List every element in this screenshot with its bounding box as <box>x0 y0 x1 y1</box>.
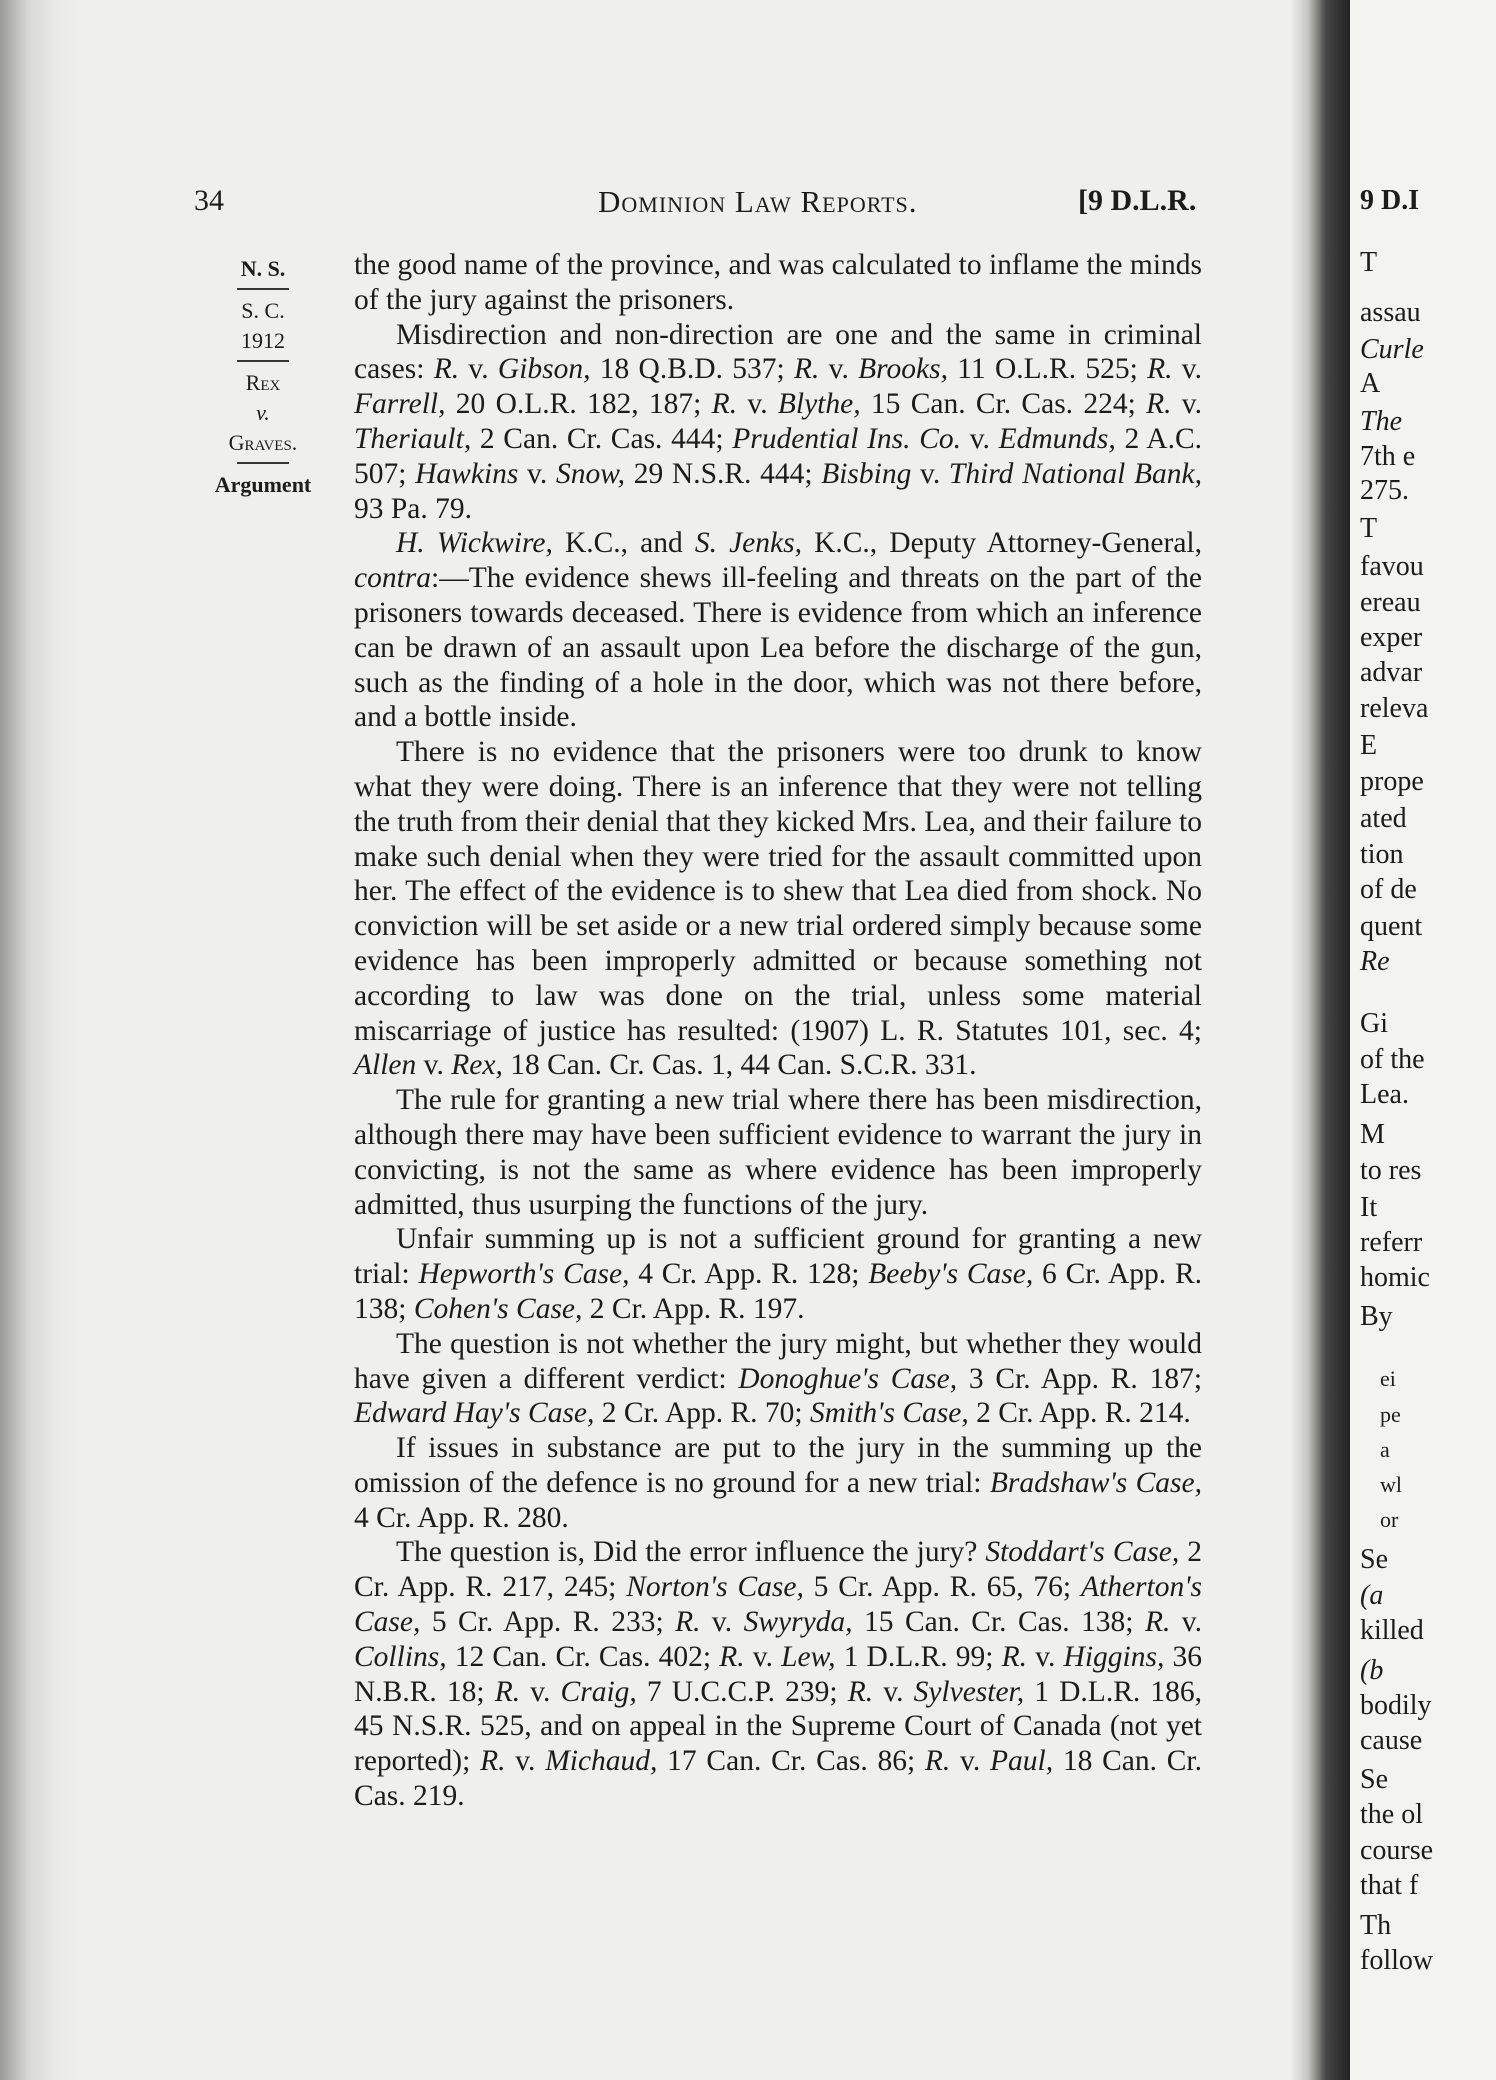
body-paragraph <box>354 248 1202 318</box>
sidenote-rule <box>237 360 289 362</box>
facing-page-line: Se <box>1360 1764 1388 1795</box>
italic-run: Atherton's Case, <box>354 1571 1203 1639</box>
italic-run: contra <box>354 562 432 595</box>
italic-run: Hepworth's Case, <box>418 1258 630 1291</box>
year-label: 1912 <box>241 328 285 353</box>
facing-page-line: ated <box>1360 803 1407 834</box>
text-run: 1 D.L.R. 99; <box>835 1640 1002 1673</box>
italic-run: Farrell, <box>354 388 446 421</box>
facing-page-line: advar <box>1360 657 1423 688</box>
facing-page-line: cause <box>1360 1725 1423 1756</box>
text-run: v. <box>505 1745 546 1778</box>
text-run: 2 Cr. App. R. 197. <box>582 1292 805 1325</box>
facing-page-line: referr <box>1360 1227 1423 1258</box>
body-text <box>354 248 1202 1814</box>
text-run: v. <box>1170 1606 1202 1639</box>
text-run: v. <box>873 1675 914 1708</box>
italic-run: Collins, <box>354 1640 447 1673</box>
italic-run: Edmunds, <box>998 422 1116 455</box>
text-run: 93 Pa. 79. <box>354 492 472 525</box>
italic-run: Bradshaw's Case, <box>989 1466 1203 1499</box>
italic-run: Smith's Case, <box>809 1397 969 1430</box>
facing-page-line: favou <box>1360 551 1424 582</box>
facing-page-line: Th <box>1360 1910 1392 1941</box>
text-run: 20 O.L.R. 182, 187; <box>445 388 712 421</box>
italic-run: Stoddart's Case, <box>985 1536 1180 1569</box>
body-paragraph <box>354 1222 1202 1326</box>
party-two: Graves. <box>228 430 298 455</box>
facing-page-line: 7th e <box>1360 441 1416 472</box>
facing-page-line: 275. <box>1360 475 1409 506</box>
text-run: v. <box>1172 353 1202 386</box>
text-run: v. <box>737 388 778 421</box>
facing-page-line: course <box>1360 1835 1434 1866</box>
facing-page-line: T <box>1360 247 1378 278</box>
facing-page-line: releva <box>1360 693 1429 724</box>
facing-page-line: wl <box>1380 1472 1402 1497</box>
italic-run: Sylvester, <box>913 1675 1025 1708</box>
facing-page-line: Gi <box>1360 1008 1388 1039</box>
facing-page-line: By <box>1360 1301 1393 1332</box>
italic-run: R. <box>924 1745 951 1778</box>
book-gutter <box>1290 0 1350 2080</box>
italic-run: Allen <box>354 1049 417 1082</box>
text-run: v. <box>961 422 999 455</box>
text-run: 11 O.L.R. 525; <box>948 353 1148 386</box>
facing-page-fragment <box>1350 0 1496 2080</box>
text-run: v. <box>459 353 498 386</box>
running-title: Dominion Law Reports. <box>598 184 918 219</box>
italic-run: R. <box>494 1675 521 1708</box>
facing-page-line: homic <box>1360 1262 1430 1293</box>
facing-page-line: exper <box>1360 622 1423 653</box>
facing-page-line: tion <box>1360 839 1404 870</box>
text-run: v. <box>744 1640 782 1673</box>
text-run: The question is not whether the jury might, but whether they would have given a different verdict: <box>354 1327 1202 1395</box>
italic-run: R. <box>480 1745 506 1778</box>
italic-run: S. Jenks, <box>694 527 802 560</box>
italic-run: Hawkins <box>415 457 519 490</box>
text-run: 5 Cr. App. R. 233; <box>420 1606 676 1639</box>
italic-run: Michaud, <box>545 1745 658 1778</box>
italic-run: Snow, <box>555 457 626 490</box>
facing-page-line: E <box>1360 730 1378 761</box>
facing-page-line: Se <box>1360 1544 1388 1575</box>
jurisdiction-label: N. S. <box>240 256 286 281</box>
text-run: 4 Cr. App. R. 128; <box>629 1258 869 1291</box>
italic-run: Brooks, <box>858 353 948 386</box>
text-run: 5 Cr. App. R. 65, 76; <box>803 1571 1081 1604</box>
italic-run: Norton's Case, <box>626 1571 804 1604</box>
text-run: If issues in substance are put to the jury in the summing up the omission of the defence is no ground for a new trial: <box>354 1432 1202 1499</box>
section-label: Argument <box>214 472 312 497</box>
italic-run: H. Wickwire, <box>396 527 553 560</box>
facing-page-line: quent <box>1360 911 1423 942</box>
italic-run: R. <box>1001 1640 1028 1673</box>
text-run: 15 Can. Cr. Cas. 138; <box>852 1606 1145 1639</box>
facing-page-line: of de <box>1360 874 1417 905</box>
facing-page-line: ereau <box>1360 587 1421 618</box>
text-run: :—The evidence shews ill-feeling and threats on the part of the prisoners towards deceased. There is evidence from which an inference can be drawn of an assault upon Lea before the discharge of the gun, such as the finding of a hole in the door, which was not there before, and a bottle inside. <box>354 562 1202 734</box>
italic-run: Edward Hay's Case, <box>354 1397 595 1430</box>
facing-page-line: bodily <box>1360 1690 1432 1721</box>
text-run: 2 Cr. App. R. 217, 245; <box>354 1536 1203 1604</box>
text-run: v. <box>819 353 859 386</box>
sidenote-rule <box>237 288 289 290</box>
margin-sidenote <box>204 254 322 500</box>
text-run: 2 A.C. 507; <box>354 422 1203 490</box>
text-run: 7 U.C.C.P. 239; <box>636 1675 848 1708</box>
text-run: v. <box>1027 1640 1064 1673</box>
text-run: Unfair summing up is not a sufficient ground for granting a new trial: <box>354 1223 1202 1291</box>
text-run: v. <box>520 1675 561 1708</box>
italic-run: Bisbing <box>821 457 912 490</box>
text-run: 1 D.L.R. 186, 45 N.S.R. 525, and on appeal in the Supreme Court of Canada (not yet reported); <box>354 1675 1202 1778</box>
italic-run: Rex, <box>451 1049 503 1082</box>
text-run: the good name of the province, and was calculated to inflame the minds of the jury against the prisoners. <box>354 249 1202 316</box>
text-run: 4 Cr. App. R. 280. <box>354 1501 569 1534</box>
text-run: 15 Can. Cr. Cas. 224; <box>860 388 1147 421</box>
text-run: K.C., and <box>552 527 695 560</box>
text-run: 2 Can. Cr. Cas. 444; <box>471 422 733 455</box>
body-paragraph <box>354 1431 1202 1535</box>
text-run: 29 N.S.R. 444; <box>625 457 822 490</box>
italic-run: R. <box>793 353 820 386</box>
page-number: 34 <box>194 184 224 217</box>
italic-run: R. <box>1144 1606 1171 1639</box>
italic-run: R. <box>719 1640 745 1673</box>
text-run: 36 N.B.R. 18; <box>354 1640 1203 1708</box>
italic-run: Craig, <box>560 1675 637 1708</box>
italic-run: R. <box>847 1675 874 1708</box>
facing-page-line: prope <box>1360 766 1424 797</box>
facing-page-line: the ol <box>1360 1799 1423 1830</box>
text-run: 17 Can. Cr. Cas. 86; <box>657 1745 925 1778</box>
italic-run: Cohen's Case, <box>413 1292 583 1325</box>
italic-run: Higgins, <box>1063 1640 1165 1673</box>
facing-page-line: (a <box>1360 1580 1384 1611</box>
facing-page-line: of the <box>1360 1044 1425 1075</box>
italic-run: R. <box>1147 353 1173 386</box>
italic-run: Gibson, <box>497 353 591 386</box>
text-run: 2 Cr. App. R. 214. <box>968 1397 1191 1430</box>
text-run: v. <box>518 457 556 490</box>
facing-page-line: follow <box>1360 1945 1434 1976</box>
text-run: Misdirection and non-direction are one and the same in criminal cases: <box>354 318 1202 386</box>
text-run: v. <box>950 1745 991 1778</box>
text-run: 18 Can. Cr. Cas. 1, 44 Can. S.C.R. 331. <box>502 1049 977 1082</box>
text-run: 2 Cr. App. R. 70; <box>594 1397 810 1430</box>
italic-run: Paul, <box>990 1745 1054 1778</box>
italic-run: Third National Bank, <box>948 457 1203 490</box>
text-run: 6 Cr. App. R. 138; <box>354 1258 1203 1325</box>
facing-page-line: a <box>1380 1437 1390 1462</box>
text-run: The rule for granting a new trial where there has been misdirection, although there may have been sufficient evidence to warrant the jury in convicting, is not the same as where evidence has been improperly admitted, thus usurping the functions of the jury. <box>354 1084 1202 1221</box>
facing-page-line: ei <box>1380 1366 1396 1391</box>
facing-page-line: The <box>1360 406 1402 437</box>
facing-page-line: or <box>1380 1507 1399 1532</box>
facing-page-line: that f <box>1360 1870 1419 1901</box>
facing-page-line: It <box>1360 1192 1378 1223</box>
body-paragraph <box>354 1535 1202 1813</box>
text-run: 18 Can. Cr. Cas. 219. <box>354 1745 1202 1813</box>
facing-page-line: to res <box>1360 1155 1422 1186</box>
italic-run: Swyryda, <box>743 1606 853 1639</box>
text-run: The question is, Did the error influence the jury? <box>396 1536 986 1569</box>
body-paragraph <box>354 735 1202 1083</box>
facing-page-line: Curle <box>1360 334 1424 365</box>
body-paragraph <box>354 1327 1202 1431</box>
text-run: There is no evidence that the prisoners were too drunk to know what they were doing. There is an inference that they were not telling the truth from their denial that they kicked Mrs. Lea, and their failure to make such denial when they were tried for the assault committed upon her. The effect of the evidence is to shew that Lea died from shock. No conviction will be set aside or a new trial ordered simply because some evidence has been improperly admitted or because something not according to law was done on the trial, unless some material miscarriage of justice has resulted: (1907) L. R. Statutes 101, sec. 4; <box>354 736 1202 1047</box>
facing-page-line: 9 D.I <box>1360 185 1420 216</box>
facing-page-line: pe <box>1380 1402 1401 1427</box>
italic-run: Beeby's Case, <box>868 1258 1034 1291</box>
italic-run: R. <box>433 353 460 386</box>
text-run: v. <box>700 1606 744 1639</box>
facing-page-line: assau <box>1360 297 1421 328</box>
text-run: 12 Can. Cr. Cas. 402; <box>446 1640 720 1673</box>
party-one: Rex <box>245 370 281 395</box>
body-paragraph <box>354 526 1202 735</box>
facing-page-line: killed <box>1360 1615 1424 1646</box>
facing-page-line: A <box>1360 368 1381 399</box>
italic-run: R. <box>1146 388 1172 421</box>
text-run: v. <box>911 457 949 490</box>
italic-run: Theriault, <box>354 422 472 455</box>
italic-run: Prudential Ins. Co. <box>732 422 962 455</box>
volume-reference: [9 D.L.R. <box>1078 184 1197 217</box>
facing-page-line: T <box>1360 513 1378 544</box>
sidenote-rule <box>237 462 289 464</box>
facing-page-line: M <box>1360 1119 1385 1150</box>
versus-label: v. <box>256 400 270 425</box>
text-run: 18 Q.B.D. 537; <box>590 353 794 386</box>
facing-page-line: (b <box>1360 1655 1384 1686</box>
text-run: K.C., Deputy Attorney-General, <box>801 527 1203 560</box>
italic-run: R. <box>675 1606 701 1639</box>
italic-run: Blythe, <box>777 388 861 421</box>
body-paragraph <box>354 1083 1202 1222</box>
facing-page-line: Re <box>1360 946 1390 977</box>
facing-page-line: Lea. <box>1360 1079 1409 1110</box>
text-run: 3 Cr. App. R. 187; <box>957 1362 1203 1395</box>
text-run: v. <box>416 1049 452 1082</box>
book-left-edge <box>0 0 80 2080</box>
body-paragraph <box>354 318 1202 527</box>
text-run: v. <box>1171 388 1202 421</box>
italic-run: Donoghue's Case, <box>738 1362 958 1395</box>
court-label: S. C. <box>241 298 285 323</box>
italic-run: R. <box>711 388 738 421</box>
italic-run: Lew, <box>781 1640 836 1673</box>
